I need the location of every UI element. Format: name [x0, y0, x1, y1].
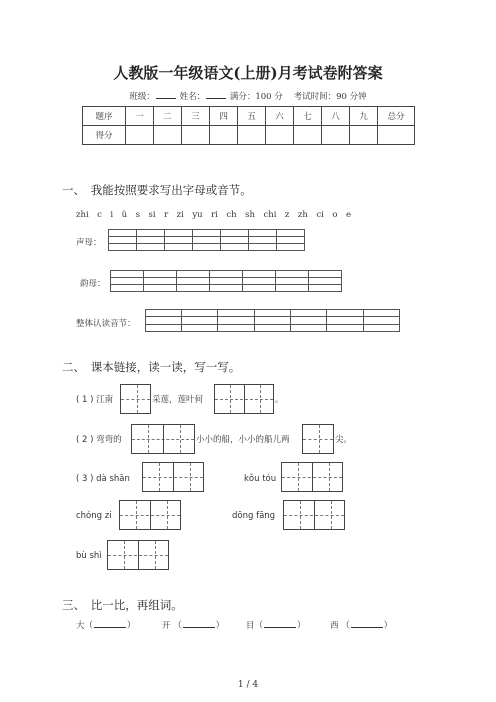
- tianzige-box[interactable]: [120, 384, 151, 414]
- score-input-cell[interactable]: [210, 126, 238, 145]
- q2-line2-mid: 小小的船，小小的船儿两: [196, 435, 290, 445]
- q2-line3-b: kǒu tóu: [244, 474, 277, 484]
- tianzige-box[interactable]: [214, 384, 274, 414]
- score-input-cell[interactable]: [322, 126, 350, 145]
- full-score: 满分：100 分: [229, 92, 283, 102]
- tianzige-box[interactable]: [302, 424, 334, 454]
- answer-blank[interactable]: [264, 619, 296, 628]
- score-input-cell[interactable]: [182, 126, 210, 145]
- section-1-title: 一、 我能按照要求写出字母或音节。: [62, 183, 252, 197]
- shengmu-label: 声母：: [76, 238, 102, 248]
- score-input-cell[interactable]: [238, 126, 266, 145]
- q3-char: 目（: [246, 621, 264, 631]
- q3-item: [162, 619, 224, 631]
- score-table-score-row: [83, 126, 415, 145]
- score-input-cell[interactable]: [350, 126, 378, 145]
- table-cell: 四: [210, 107, 238, 126]
- table-cell: 二: [154, 107, 182, 126]
- section-2-title: 二、 课本链接，读一读，写一写。: [62, 360, 241, 374]
- name-label: 姓名：: [179, 92, 206, 102]
- table-cell: 五: [238, 107, 266, 126]
- tianzige-box[interactable]: [107, 540, 169, 570]
- page-title: 人教版一年级语文(上册)月考试卷附答案: [113, 64, 383, 82]
- yunmu-label: 韵母：: [80, 279, 106, 289]
- exam-time: 考试时间：90 分钟: [293, 92, 367, 102]
- answer-blank[interactable]: [183, 619, 215, 628]
- score-input-cell[interactable]: [266, 126, 294, 145]
- tianzige-box[interactable]: [281, 462, 343, 492]
- tianzige-box[interactable]: [283, 500, 345, 530]
- class-label: 班级：: [129, 92, 155, 102]
- q3-close: ）: [127, 621, 136, 631]
- q2-line3-prefix: ( 3 ) dà shān: [76, 474, 130, 484]
- table-cell: 七: [294, 107, 322, 126]
- name-blank[interactable]: [206, 90, 226, 99]
- tianzige-box[interactable]: [119, 500, 181, 530]
- letter-list: zhi c i ü s si r zi yu ri ch sh chi z zh ci o e: [76, 210, 351, 220]
- table-cell: 三: [182, 107, 210, 126]
- q3-item: [246, 619, 306, 631]
- section-3-title: 三、 比一比，再组词。: [62, 598, 183, 612]
- q3-char: 西 （: [330, 621, 350, 631]
- tianzige-box[interactable]: [142, 462, 204, 492]
- score-table: [82, 106, 415, 145]
- q3-close: ）: [215, 621, 225, 631]
- zhengti-writing-grid[interactable]: [145, 309, 400, 331]
- q2-line4-a: chóng zi: [76, 511, 112, 521]
- yunmu-writing-grid[interactable]: [110, 270, 342, 291]
- score-input-cell[interactable]: [126, 126, 154, 145]
- table-cell: 八: [322, 107, 350, 126]
- table-cell: 六: [266, 107, 294, 126]
- q3-close: ）: [383, 621, 393, 631]
- q2-line1-prefix: ( 1 ) 江南: [76, 395, 114, 405]
- shengmu-writing-grid[interactable]: [108, 229, 305, 250]
- q3-item: [330, 619, 392, 631]
- score-input-cell[interactable]: [378, 126, 415, 145]
- tianzige-box[interactable]: [131, 424, 195, 454]
- table-cell: 得分: [83, 126, 126, 145]
- q2-line1-mid: 采莲，莲叶何: [152, 395, 204, 405]
- exam-info: [0, 90, 496, 102]
- score-input-cell[interactable]: [294, 126, 322, 145]
- table-cell: 总分: [378, 107, 415, 126]
- q3-char: 大（: [76, 621, 94, 631]
- q2-line4-b: dōng fāng: [232, 511, 276, 521]
- table-cell: 题序: [83, 107, 126, 126]
- q2-line1-end: 。: [275, 395, 284, 405]
- table-cell: 一: [126, 107, 154, 126]
- q2-line5-a: bù shì: [76, 551, 102, 561]
- q2-line2-prefix: ( 2 ) 弯弯的: [76, 435, 122, 445]
- class-blank[interactable]: [156, 90, 176, 99]
- zhengti-label: 整体认读音节：: [76, 319, 136, 329]
- answer-blank[interactable]: [94, 619, 126, 628]
- q2-line2-end: 尖。: [335, 435, 353, 445]
- table-cell: 九: [350, 107, 378, 126]
- q3-char: 开 （: [162, 621, 182, 631]
- page-number: 1 / 4: [237, 680, 259, 690]
- q3-close: ）: [297, 621, 306, 631]
- score-input-cell[interactable]: [154, 126, 182, 145]
- q3-item: [76, 619, 136, 631]
- score-table-header-row: [83, 107, 415, 126]
- answer-blank[interactable]: [351, 619, 383, 628]
